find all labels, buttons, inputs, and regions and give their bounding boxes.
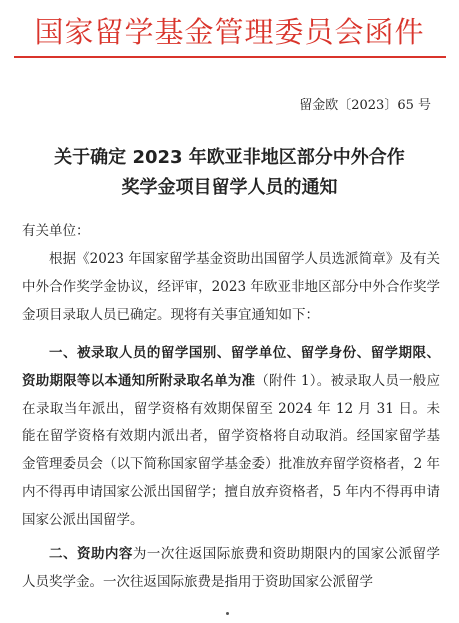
letterhead-title: 国家留学基金管理委员会函件 (34, 15, 425, 49)
item-1-heading: 一、被录取人员的留学国别、留学单位、留学身份、留学期限、资助期限等以本通知所附录取名单为准 (22, 345, 440, 389)
page-marker (226, 612, 229, 615)
item-2-heading: 二、资助内容 (49, 546, 133, 562)
item-2-body: 为一次往返国际旅费和资助期限内的国家公派留学人员奖学金。一次往返国际旅费是指用于资助国家公派留学 (22, 546, 441, 590)
paragraph-item-2 (22, 541, 440, 597)
document-number: 留金欧〔2023〕65 号 (299, 98, 431, 113)
notice-title-line-2: 奖学金项目留学人员的通知 (121, 177, 338, 198)
salutation: 有关单位： (22, 223, 90, 239)
paragraph-intro: 根据《2023 年国家留学基金资助出国留学人员选派简章》及有关中外合作奖学金协议，经评审，2023 年欧亚非地区部分中外合作奖学金项目录取人员已确定。现将有关事宜通知如下： (22, 251, 440, 323)
paragraph-item-1 (22, 340, 440, 535)
item-1-body: （附件 1）。被录取人员一般应在录取当年派出，留学资格有效期保留至 2024 年 12 月 31 日。未能在留学资格有效期内派出者，留学资格将自动取消。经国家留学基金管理委员会（以下简称国家留学基金委）批准放弃留学资格者，2 年内不得再申请国家公派出国留学；擅自放弃资格者，5 年内不得再申请国家公派出国留学。 (22, 372, 440, 528)
letterhead-divider (14, 56, 446, 58)
notice-title-line-1: 关于确定 2023 年欧亚非地区部分中外合作 (54, 147, 405, 168)
